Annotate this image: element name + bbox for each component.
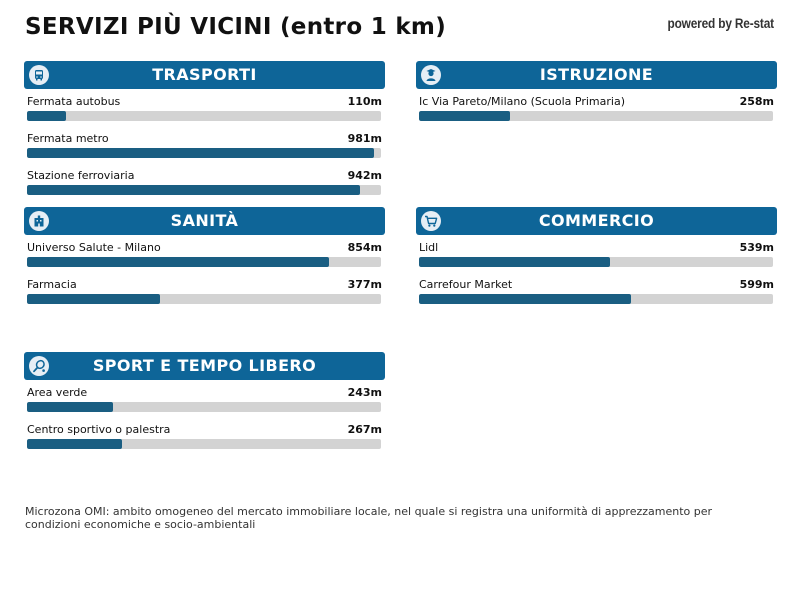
bar-value: 942m	[347, 169, 382, 182]
bar-label: Fermata metro	[27, 132, 109, 145]
bar-item	[24, 89, 385, 126]
section-istruzione	[416, 61, 777, 126]
footnote: Microzona OMI: ambito omogeneo del mercato immobiliare locale, nel quale si registra una uniformità di apprezzamento per condizioni economiche e socio-ambientali	[25, 505, 713, 531]
bar-fill	[419, 294, 631, 304]
bar-item	[416, 235, 777, 272]
bar-fill	[27, 111, 66, 121]
racket-icon	[29, 356, 49, 376]
bar-track	[27, 111, 381, 121]
section-title: SANITÀ	[170, 211, 239, 230]
bar-track	[27, 294, 381, 304]
powered-by-label: powered by Re-stat	[667, 16, 774, 31]
page-title: SERVIZI PIÙ VICINI (entro 1 km)	[25, 14, 447, 40]
bar-track	[27, 148, 381, 158]
section-title: TRASPORTI	[152, 65, 257, 84]
bar-item	[24, 235, 385, 272]
bar-fill	[419, 257, 610, 267]
section-sport	[24, 352, 385, 454]
bar-item	[416, 272, 777, 309]
section-header-istruzione	[416, 61, 777, 89]
bar-label: Fermata autobus	[27, 95, 121, 108]
section-commercio	[416, 207, 777, 309]
bar-track	[419, 257, 773, 267]
bar-fill	[27, 439, 122, 449]
bar-item	[24, 126, 385, 163]
bar-label: Farmacia	[27, 278, 77, 291]
bar-item	[24, 163, 385, 200]
section-header-commercio	[416, 207, 777, 235]
bar-label: Universo Salute - Milano	[27, 241, 161, 254]
bar-track	[419, 111, 773, 121]
bar-fill	[27, 185, 360, 195]
section-sanita	[24, 207, 385, 309]
bar-track	[27, 185, 381, 195]
bar-value: 981m	[347, 132, 382, 145]
student-icon	[421, 65, 441, 85]
bar-fill	[27, 148, 374, 158]
cart-icon	[421, 211, 441, 231]
bar-track	[27, 257, 381, 267]
section-trasporti	[24, 61, 385, 200]
hospital-icon	[29, 211, 49, 231]
bar-value: 110m	[347, 95, 382, 108]
bar-value: 599m	[739, 278, 774, 291]
bar-fill	[27, 294, 160, 304]
section-header-sport	[24, 352, 385, 380]
bar-label: Stazione ferroviaria	[27, 169, 135, 182]
section-title: COMMERCIO	[538, 211, 655, 230]
bar-value: 854m	[347, 241, 382, 254]
bar-value: 539m	[739, 241, 774, 254]
bar-value: 243m	[347, 386, 382, 399]
bar-label: Lidl	[419, 241, 439, 254]
bar-item	[24, 380, 385, 417]
bar-fill	[27, 402, 113, 412]
bar-value: 377m	[347, 278, 382, 291]
section-header-sanita	[24, 207, 385, 235]
bar-value: 258m	[739, 95, 774, 108]
bar-label: Carrefour Market	[419, 278, 513, 291]
bar-track	[419, 294, 773, 304]
bar-item	[24, 417, 385, 454]
bus-icon	[29, 65, 49, 85]
bar-label: Ic Via Pareto/Milano (Scuola Primaria)	[419, 95, 625, 108]
section-title: SPORT E TEMPO LIBERO	[92, 356, 317, 375]
bar-label: Centro sportivo o palestra	[27, 423, 171, 436]
bar-item	[24, 272, 385, 309]
bar-track	[27, 402, 381, 412]
bar-value: 267m	[347, 423, 382, 436]
bar-fill	[419, 111, 510, 121]
bar-fill	[27, 257, 329, 267]
bar-label: Area verde	[27, 386, 88, 399]
section-title: ISTRUZIONE	[539, 65, 654, 84]
bar-item	[416, 89, 777, 126]
section-header-trasporti	[24, 61, 385, 89]
bar-track	[27, 439, 381, 449]
